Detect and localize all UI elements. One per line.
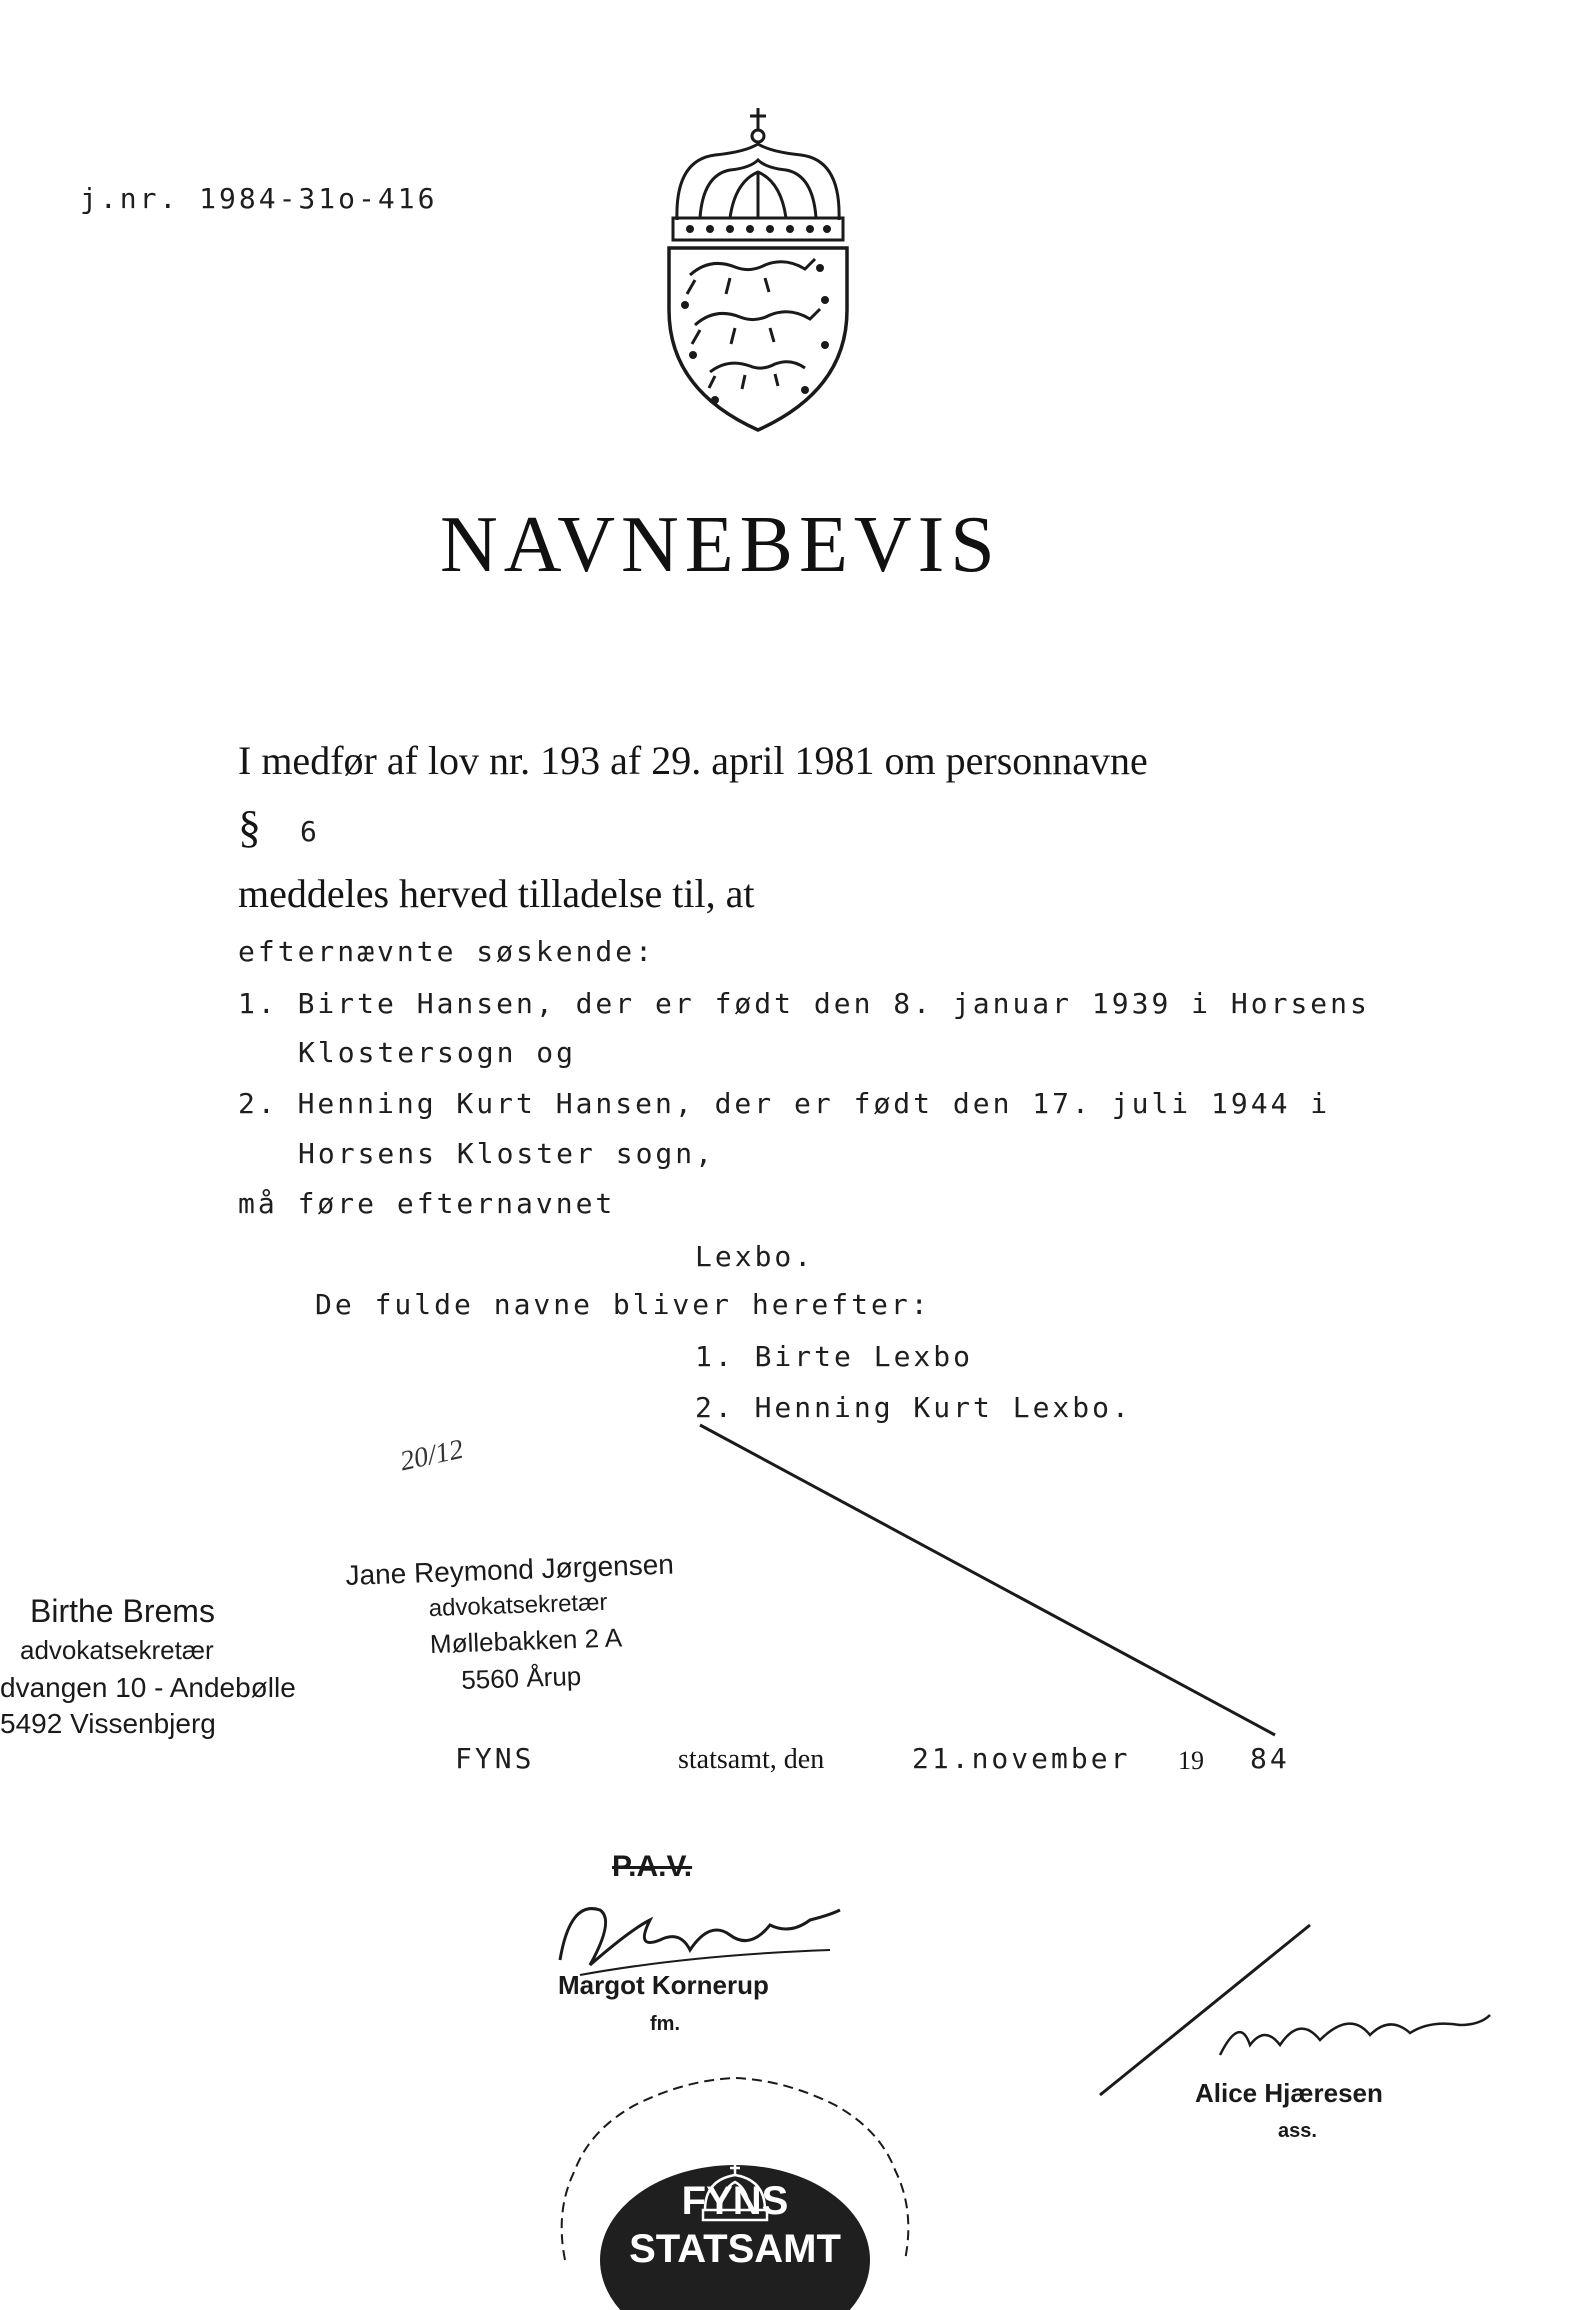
person1-line1: 1. Birte Hansen, der er født den 8. januar 1939 i Horsens <box>238 987 1370 1020</box>
signature-scribble-2 <box>1090 1915 1510 2105</box>
law-reference: I medfør af lov nr. 193 af 29. april 1981 om personnavne <box>238 738 1148 783</box>
full-name-1: 1. Birte Lexbo <box>695 1340 974 1373</box>
diagonal-line <box>690 1415 1290 1745</box>
page-title: NAVNEBEVIS <box>440 501 1001 589</box>
date-century: 19 <box>1178 1746 1204 1775</box>
stamp-right-name: Jane Reymond Jørgensen <box>345 1548 675 1591</box>
full-name-2: 2. Henning Kurt Lexbo. <box>695 1391 1132 1424</box>
signature2-role: ass. <box>1278 2120 1317 2142</box>
person2-line2: Horsens Kloster sogn, <box>298 1137 716 1170</box>
seal-line2: STATSAMT <box>629 2227 841 2271</box>
stamp-right-city: 5560 Årup <box>460 1660 582 1696</box>
seal-line1: FYNS <box>681 2179 789 2223</box>
stamp-right-title: advokatsekretær <box>428 1588 608 1623</box>
coat-of-arms-icon <box>655 100 865 435</box>
surname-label: må føre efternavnet <box>238 1187 616 1220</box>
stamp-left-street: dvangen 10 - Andebølle <box>0 1672 296 1703</box>
journal-number: j.nr. 1984-31o-416 <box>80 182 438 215</box>
grant-line: meddeles herved tilladelse til, at <box>238 871 755 916</box>
stamp-left-title: advokatsekretær <box>20 1635 214 1665</box>
handwritten-note: 20/12 <box>397 1433 467 1478</box>
paragraph-symbol: § <box>238 801 261 852</box>
stamp-right <box>345 1549 678 1700</box>
signature2-name: Alice Hjæresen <box>1195 2078 1383 2108</box>
stamp-left-name: Birthe Brems <box>30 1593 215 1629</box>
siblings-label: efternævnte søskende: <box>238 935 656 968</box>
stamp-left-city: 5492 Vissenbjerg <box>0 1708 216 1739</box>
signature1-name: Margot Kornerup <box>558 1970 769 2000</box>
surname: Lexbo. <box>695 1240 815 1273</box>
pav-label: P.A.V. <box>612 1850 693 1883</box>
stamp-right-street: Møllebakken 2 A <box>429 1622 623 1660</box>
person1-line2: Klostersogn og <box>298 1036 577 1069</box>
paragraph-number: 6 <box>300 815 320 848</box>
full-names-label: De fulde navne bliver herefter: <box>315 1288 931 1321</box>
office-label: statsamt, den <box>678 1744 825 1775</box>
signature1-role: fm. <box>650 2013 680 2035</box>
date-year: 84 <box>1250 1742 1290 1775</box>
date-value: 21.november <box>912 1742 1131 1775</box>
person2-line1: 2. Henning Kurt Hansen, der er født den 17. juli 1944 i <box>238 1087 1331 1120</box>
county-name: FYNS <box>455 1742 535 1775</box>
